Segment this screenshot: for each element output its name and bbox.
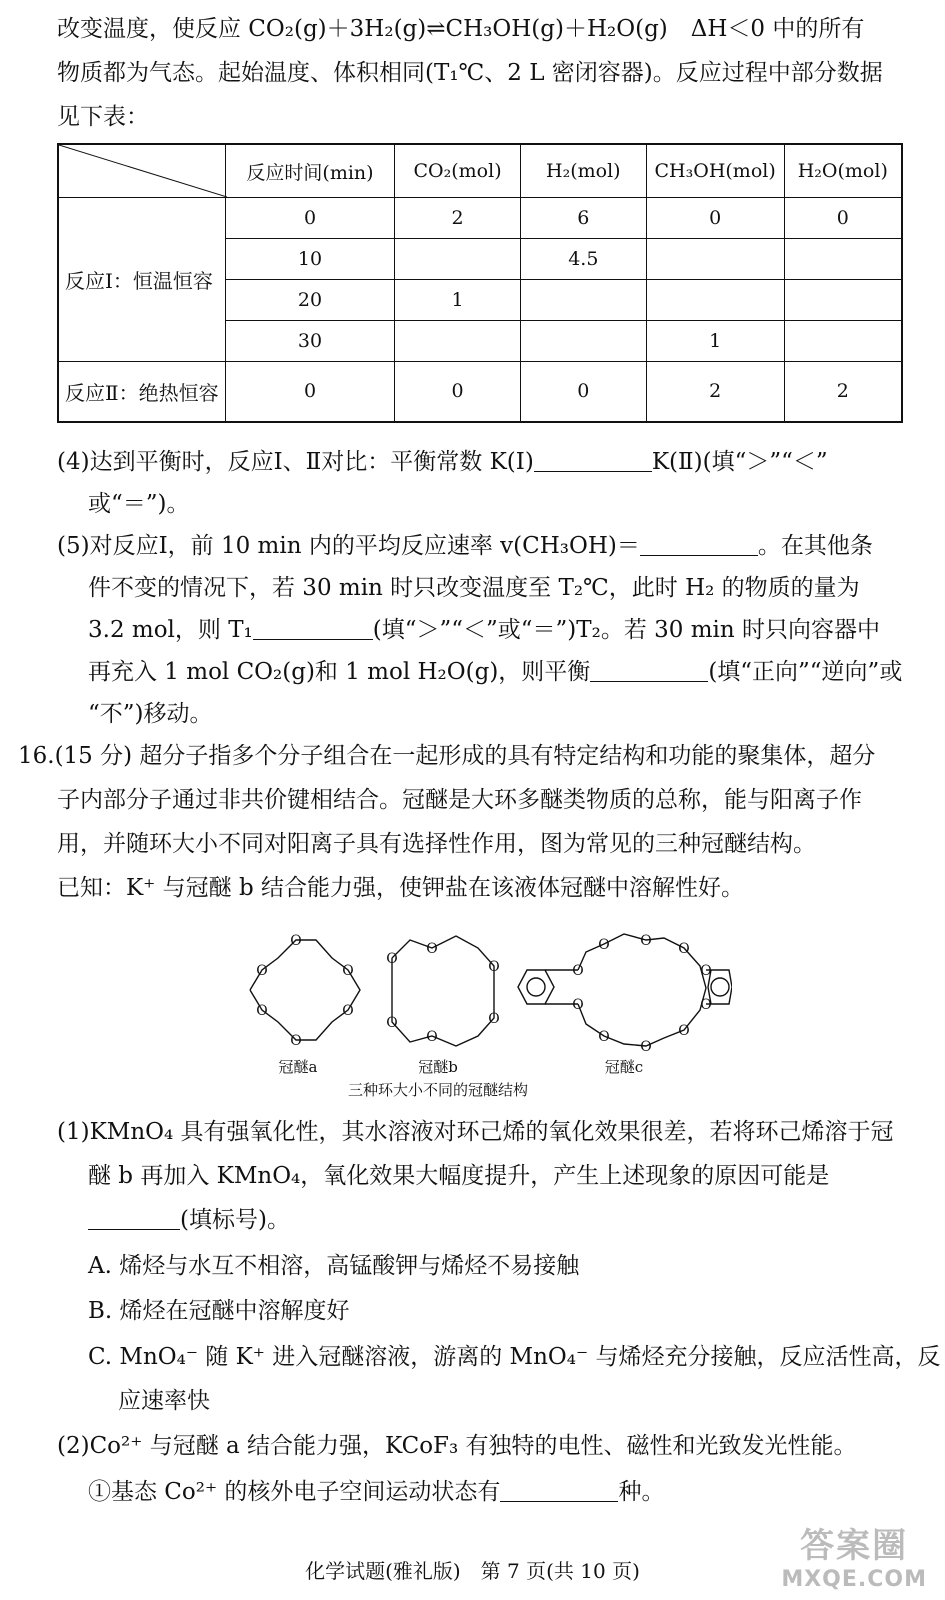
table-cell: 0: [395, 362, 521, 422]
table-cell: [784, 280, 902, 321]
oxygen-atom: O: [572, 997, 584, 1013]
label-crown-ether-a: 冠醚a: [278, 1058, 318, 1076]
p1-line-1: (1)KMnO₄ 具有强氧化性，其水溶液对环己烯的氧化效果很差，若将环己烯溶于冠: [57, 1119, 894, 1145]
oxygen-atom: O: [598, 937, 610, 953]
q4-text-b: K(Ⅱ)(填“＞”“＜”: [651, 449, 828, 475]
oxygen-atom: O: [426, 941, 438, 957]
diagonal-line: [59, 145, 227, 197]
answer-blank[interactable]: [253, 617, 373, 640]
oxygen-atom: O: [256, 1003, 268, 1019]
page-footer: 化学试题(雅礼版) 第 7 页(共 10 页): [305, 1559, 640, 1583]
q16-line-2: 子内部分子通过非共价键相结合。冠醚是大环多醚类物质的总称，能与阳离子作: [57, 787, 862, 813]
q4-line-1: [57, 447, 828, 477]
oxygen-atom: O: [426, 1029, 438, 1045]
intro-line-1: 改变温度，使反应 CO₂(g)＋3H₂(g)⇌CH₃OH(g)＋H₂O(g) ΔH＜0 中的所有: [57, 16, 865, 42]
reaction-data-table: [57, 143, 903, 423]
p2-text: ①基态 Co²⁺ 的核外电子空间运动状态有: [88, 1479, 501, 1505]
option-c-line-2: 应速率快: [118, 1388, 210, 1414]
p2-line-1: (2)Co²⁺ 与冠醚 a 结合能力强，KCoF₃ 有独特的电性、磁性和光致发光性能。: [57, 1433, 857, 1459]
oxygen-atom: O: [572, 963, 584, 979]
header-time: 反应时间(min): [225, 144, 394, 198]
q5-line-3: [88, 615, 880, 645]
oxygen-atom: O: [488, 1011, 500, 1027]
q4-line-2: 或“＝”)。: [88, 491, 190, 517]
oxygen-atom: O: [678, 1023, 690, 1039]
q5-text: 。在其他条: [757, 533, 873, 559]
intro-line-2: 物质都为气态。起始温度、体积相同(T₁℃、2 L 密闭容器)。反应过程中部分数据: [57, 60, 883, 86]
q5-line-1: [57, 531, 873, 561]
option-c-line-1: C. MnO₄⁻ 随 K⁺ 进入冠醚溶液，游离的 MnO₄⁻ 与烯烃充分接触，反应活性高，反: [88, 1344, 941, 1370]
label-crown-ether-c: 冠醚c: [604, 1058, 644, 1076]
oxygen-atom: O: [342, 1003, 354, 1019]
q5-line-2: 件不变的情况下，若 30 min 时只改变温度至 T₂℃，此时 H₂ 的物质的量为: [88, 575, 860, 601]
header-ch3oh: CH₃OH(mol): [646, 144, 784, 198]
table-cell: 4.5: [520, 239, 646, 280]
q5-text: (5)对反应Ⅰ，前 10 min 内的平均反应速率 v(CH₃OH)＝: [57, 533, 640, 559]
table-header-row: [58, 144, 902, 198]
answer-blank[interactable]: [500, 1479, 618, 1502]
oxygen-atom: O: [640, 1039, 652, 1055]
group2-label: 反应Ⅱ：绝热恒容: [58, 362, 225, 422]
oxygen-atom: O: [488, 959, 500, 975]
oxygen-atom: O: [342, 963, 354, 979]
table-cell: 2: [784, 362, 902, 422]
table-row: [58, 198, 902, 239]
watermark-top: 答案圈: [800, 1526, 909, 1566]
label-crown-ether-b: 冠醚b: [418, 1058, 458, 1076]
q16-line-3: 用，并随环大小不同对阳离子具有选择性作用，图为常见的三种冠醚结构。: [57, 831, 816, 857]
answer-blank[interactable]: [590, 659, 708, 682]
oxygen-atom: O: [678, 941, 690, 957]
table-cell: [646, 239, 784, 280]
table-cell: [395, 239, 521, 280]
table-cell: [520, 321, 646, 362]
group1-label: 反应Ⅰ：恒温恒容: [58, 198, 225, 362]
q5-text: (填“正向”“逆向”或: [708, 659, 903, 685]
answer-blank[interactable]: [640, 533, 758, 556]
oxygen-atom: O: [386, 951, 398, 967]
oxygen-atom: O: [700, 963, 712, 979]
table-cell: 2: [395, 198, 521, 239]
table-cell: 0: [646, 198, 784, 239]
q16-line-4: 已知：K⁺ 与冠醚 b 结合能力强，使钾盐在该液体冠醚中溶解性好。: [57, 875, 744, 901]
table-cell: [646, 280, 784, 321]
table-cell: 2: [646, 362, 784, 422]
table-cell: 1: [395, 280, 521, 321]
header-h2o: H₂O(mol): [784, 144, 902, 198]
oxygen-atom: O: [700, 997, 712, 1013]
table-cell: [784, 239, 902, 280]
table-cell: [395, 321, 521, 362]
q16-line-1: 16.(15 分) 超分子指多个分子组合在一起形成的具有特定结构和功能的聚集体，超分: [18, 743, 876, 769]
table-cell: 20: [225, 280, 394, 321]
table-cell: [784, 321, 902, 362]
q5-text: 3.2 mol，则 T₁: [88, 617, 253, 643]
table-row: [58, 362, 902, 422]
option-b: B. 烯烃在冠醚中溶解度好: [88, 1298, 350, 1324]
q5-text: (填“＞”“＜”或“＝”)T₂。若 30 min 时只向容器中: [372, 617, 881, 643]
oxygen-atom: O: [290, 933, 302, 949]
table-cell: 0: [520, 362, 646, 422]
crown-ether-figure: [232, 918, 732, 1106]
oxygen-atom: O: [640, 933, 652, 949]
q4-text-a: (4)达到平衡时，反应Ⅰ、Ⅱ对比：平衡常数 K(Ⅰ): [57, 449, 534, 475]
table-cell: 10: [225, 239, 394, 280]
q5-line-5: “不”)移动。: [88, 701, 213, 727]
figure-caption: 三种环大小不同的冠醚结构: [347, 1081, 528, 1099]
crown-ether-a-ring: [250, 940, 360, 1040]
table-cell: 1: [646, 321, 784, 362]
oxygen-atom: O: [290, 1033, 302, 1049]
p1-line-3: [88, 1205, 290, 1235]
p1-line-2: 醚 b 再加入 KMnO₄，氧化效果大幅度提升，产生上述现象的原因可能是: [88, 1163, 830, 1189]
watermark-bottom: MXQE.COM: [781, 1567, 927, 1592]
table-cell: 0: [784, 198, 902, 239]
table-cell: 30: [225, 321, 394, 362]
benzene-ring-left: [518, 970, 554, 1004]
crown-ether-b-ring: [392, 936, 494, 1046]
table-cell: 0: [225, 198, 394, 239]
p2-text: 种。: [618, 1479, 665, 1505]
p1-text: (填标号)。: [180, 1207, 290, 1233]
header-h2: H₂(mol): [520, 144, 646, 198]
table-cell: 6: [520, 198, 646, 239]
option-a: A. 烯烃与水互不相溶，高锰酸钾与烯烃不易接触: [88, 1253, 580, 1279]
table-diagonal-cell: [58, 144, 225, 198]
answer-blank[interactable]: [88, 1207, 180, 1230]
q5-line-4: [88, 657, 902, 687]
table-cell: [520, 280, 646, 321]
header-co2: CO₂(mol): [395, 144, 521, 198]
watermark-logo: [781, 1518, 927, 1592]
oxygen-atom: O: [598, 1029, 610, 1045]
p2-line-2: [88, 1477, 664, 1507]
table-cell: 0: [225, 362, 394, 422]
q5-text: 再充入 1 mol CO₂(g)和 1 mol H₂O(g)，则平衡: [88, 659, 591, 685]
oxygen-atom: O: [386, 1015, 398, 1031]
oxygen-atom: O: [256, 963, 268, 979]
intro-line-3: 见下表：: [57, 104, 149, 130]
answer-blank[interactable]: [534, 449, 652, 472]
